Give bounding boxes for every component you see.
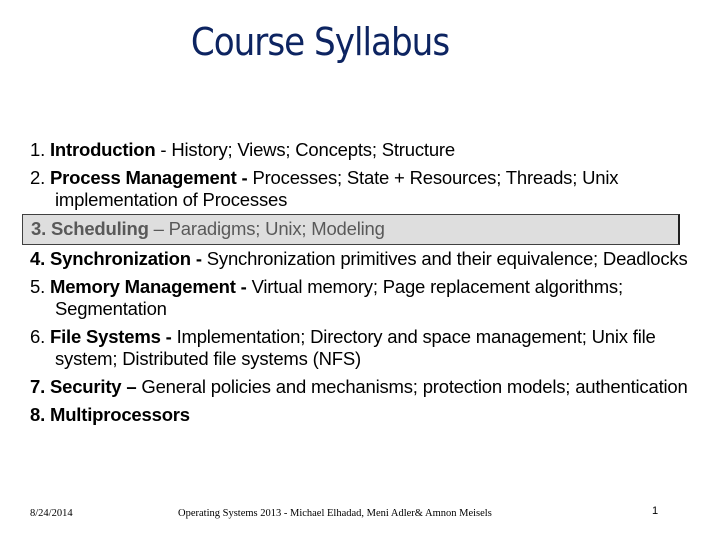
item-description: Paradigms; Unix; Modeling bbox=[168, 218, 385, 239]
item-number: 5. bbox=[30, 276, 46, 297]
item-description: Synchronization primitives and their equivalence; Deadlocks bbox=[206, 248, 688, 269]
item-topic: Synchronization - bbox=[49, 248, 202, 269]
item-description: History; Views; Concepts; Structure bbox=[171, 139, 455, 160]
item-number: 2. bbox=[30, 167, 46, 188]
item-description: Processes; State + Resources; Threads; Unix implementation of Processes bbox=[55, 167, 619, 210]
syllabus-item-process-management bbox=[30, 167, 700, 211]
syllabus-item-file-systems bbox=[30, 326, 700, 370]
item-number: 6. bbox=[30, 326, 46, 347]
item-topic: File Systems - bbox=[49, 326, 172, 347]
item-topic: Introduction bbox=[49, 139, 156, 160]
item-number: 4. bbox=[30, 248, 46, 269]
syllabus-item-multiprocessors bbox=[30, 404, 700, 426]
item-separator: - bbox=[155, 139, 172, 160]
item-number: 7. bbox=[30, 376, 46, 397]
footer-page-number: 1 bbox=[652, 505, 659, 517]
item-description: General policies and mechanisms; protection models; authentication bbox=[141, 376, 688, 397]
footer-date: 8/24/2014 bbox=[30, 508, 73, 519]
syllabus-item-memory-management bbox=[30, 276, 700, 320]
item-topic: Multiprocessors bbox=[49, 404, 190, 425]
item-description: Virtual memory; Page replacement algorithms; Segmentation bbox=[55, 276, 623, 319]
item-topic: Scheduling bbox=[50, 218, 149, 239]
syllabus-item-security bbox=[30, 376, 700, 398]
syllabus-list bbox=[30, 139, 700, 432]
syllabus-item-scheduling-highlighted bbox=[22, 214, 680, 245]
item-topic: Security – bbox=[49, 376, 137, 397]
slide-title: Course Syllabus bbox=[190, 20, 450, 64]
item-description: Implementation; Directory and space management; Unix file system; Distributed file systems (NFS) bbox=[55, 326, 656, 369]
item-topic: Memory Management - bbox=[49, 276, 247, 297]
footer-course-credit: Operating Systems 2013 - Michael Elhadad, Meni Adler& Amnon Meisels bbox=[178, 508, 492, 519]
syllabus-item-introduction bbox=[30, 139, 700, 161]
item-number: 3. bbox=[31, 218, 47, 239]
item-number: 1. bbox=[30, 139, 46, 160]
item-number: 8. bbox=[30, 404, 46, 425]
item-topic: Process Management - bbox=[49, 167, 248, 188]
item-separator: – bbox=[148, 218, 169, 239]
syllabus-item-synchronization bbox=[30, 248, 700, 270]
